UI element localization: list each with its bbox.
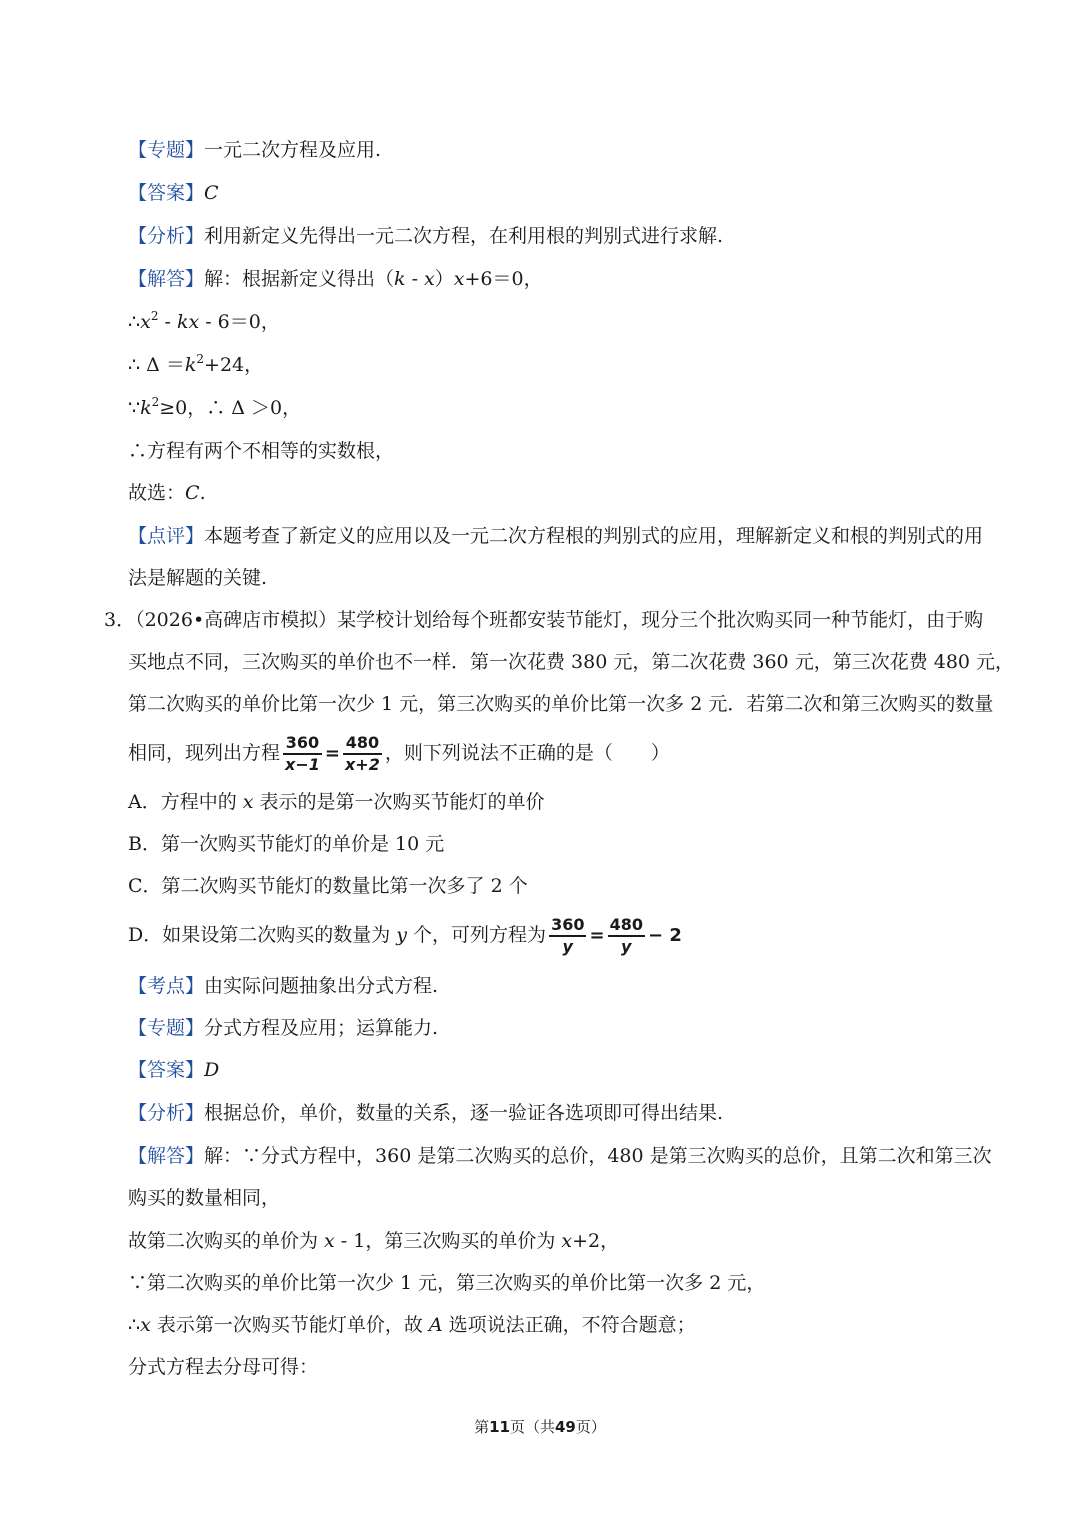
question-3-line-1: 3．（2026•高碑店市模拟）某学校计划给每个班都安装节能灯，现分三个批次购买同一种节能灯，由于购	[104, 609, 984, 631]
answer-tag: 【答案】	[128, 182, 205, 204]
page-total: 49	[555, 1418, 576, 1436]
option-c: C．第二次购买节能灯的数量比第一次多了 2 个	[128, 875, 528, 897]
step-3: $\because k^2\ge 0$，∴ Δ ＞0，	[128, 395, 302, 419]
question-3-line-4: 相同，现列出方程 $\frac{360}{x-1}$ = $\frac{480}{x+2}$ ，则下列说法不正确的是（ ）	[128, 733, 670, 774]
topic-line: 【专题】一元二次方程及应用.	[128, 139, 382, 161]
review-line: 【点评】本题考查了新定义的应用以及一元二次方程根的判别式的应用，理解新定义和根的判别式的用	[128, 525, 984, 547]
point-line: 【考点】由实际问题抽象出分式方程.	[128, 975, 439, 997]
q3-solution-line-4: ∵第二次购买的单价比第一次少 1 元，第三次购买的单价比第一次多 2 元，	[128, 1272, 766, 1294]
q3-analysis-line: 【分析】根据总价，单价，数量的关系，逐一验证各选项即可得出结果.	[128, 1102, 724, 1124]
page-number: 11	[489, 1418, 510, 1436]
solution-tag: 【解答】	[128, 268, 205, 290]
q3-solution-line-6: 分式方程去分母可得：	[128, 1356, 319, 1378]
step-2: ∴ $\Delta =k^2+24$，	[128, 352, 264, 376]
analysis-line: 【分析】利用新定义先得出一元二次方程，在利用根的判别式进行求解.	[128, 225, 724, 247]
q3-solution-tag: 【解答】	[128, 1145, 205, 1167]
review-line-2: 法是解题的关键.	[128, 567, 268, 589]
analysis-tag: 【分析】	[128, 225, 205, 247]
solution-line: 【解答】解：根据新定义得出（k - x）x+6＝0，	[128, 268, 543, 290]
option-d: D．如果设第二次购买的数量为 y 个，可列方程为 $\frac{360}{y}$ = $\frac{480}{y}$ − 2	[128, 915, 682, 956]
step-5: 故选：C.	[128, 482, 206, 504]
review-tag: 【点评】	[128, 525, 205, 547]
point-tag: 【考点】	[128, 975, 205, 997]
option-a: A．方程中的 x 表示的是第一次购买节能灯的单价	[128, 791, 545, 813]
question-3-line-2: 买地点不同，三次购买的单价也不一样．第一次花费 380 元，第二次花费 360 元，第三次花费 480 元，	[128, 651, 1015, 673]
q3-answer-line: 【答案】D	[128, 1059, 220, 1081]
topic-tag: 【专题】	[128, 139, 205, 161]
page-footer: 第11页（共49页）	[474, 1418, 606, 1436]
equation-fraction-2: $\frac{480}{x+2}$	[344, 733, 380, 774]
option-d-fraction-1: $\frac{360}{y}$	[551, 915, 585, 956]
step-1: $\therefore x^2$ - kx - 6＝0，	[128, 309, 280, 333]
equation-fraction-1: $\frac{360}{x-1}$	[285, 733, 320, 774]
option-b: B．第一次购买节能灯的单价是 10 元	[128, 833, 445, 855]
q3-solution-line-2: 购买的数量相同，	[128, 1187, 281, 1209]
option-d-fraction-2: $\frac{480}{y}$	[609, 915, 643, 956]
question-3-line-3: 第二次购买的单价比第一次少 1 元，第三次购买的单价比第一次多 2 元．若第二次和第三次购买的数量	[128, 693, 994, 715]
q3-solution-line-3: 故第二次购买的单价为 x - 1，第三次购买的单价为 x+2，	[128, 1230, 620, 1252]
answer-line: 【答案】C	[128, 182, 219, 204]
q3-solution-line: 【解答】解：∵分式方程中，360 是第二次购买的总价，480 是第三次购买的总价，且第二次和第三次	[128, 1145, 992, 1167]
q3-topic-line: 【专题】分式方程及应用；运算能力.	[128, 1017, 439, 1039]
q3-topic-tag: 【专题】	[128, 1017, 205, 1039]
q3-analysis-tag: 【分析】	[128, 1102, 205, 1124]
q3-solution-line-5: ∴x 表示第一次购买节能灯单价，故 A 选项说法正确，不符合题意；	[128, 1314, 696, 1336]
q3-answer-tag: 【答案】	[128, 1059, 205, 1081]
step-4: ∴方程有两个不相等的实数根，	[128, 440, 395, 462]
